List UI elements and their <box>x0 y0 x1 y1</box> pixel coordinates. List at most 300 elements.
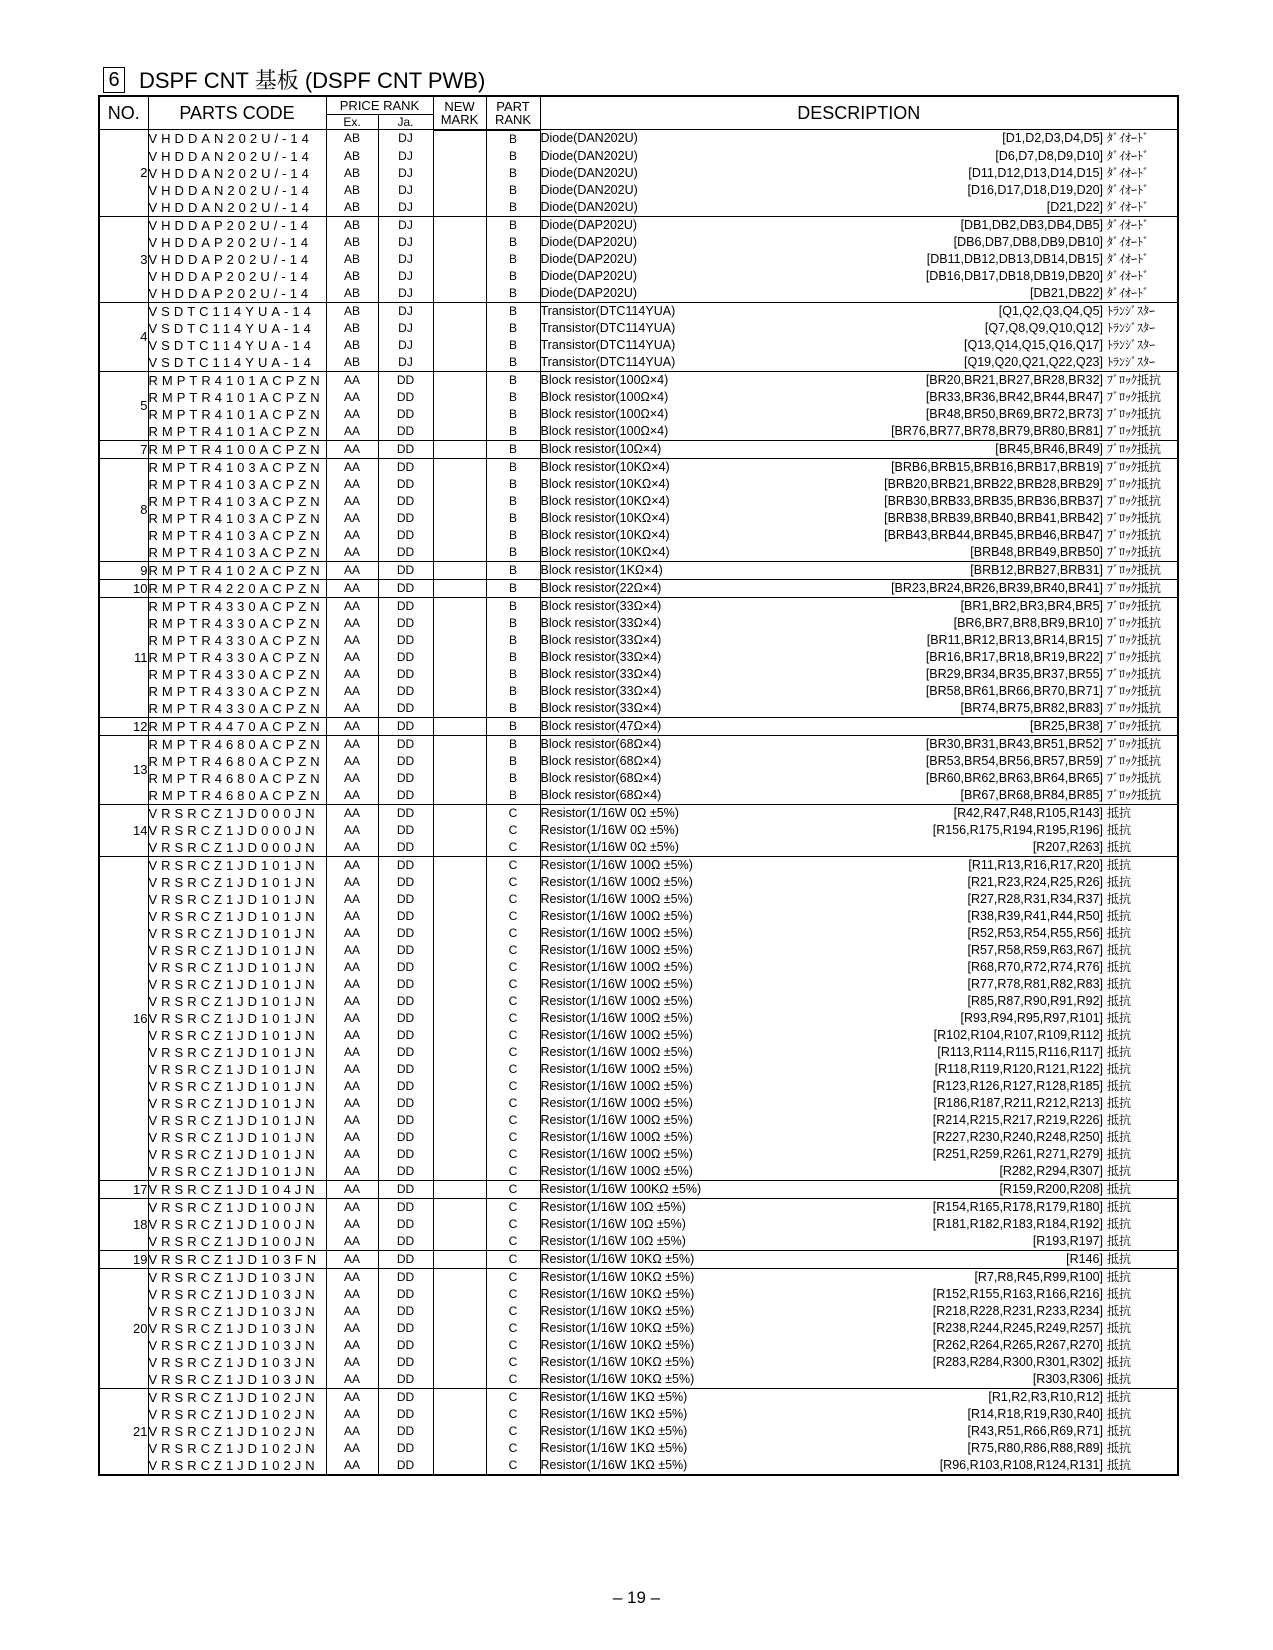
parts-code: RMPTR4103ACPZN <box>148 544 326 562</box>
reference-group <box>968 976 1178 993</box>
price-rank-ja: DD <box>378 1233 433 1251</box>
table-row <box>99 822 1178 839</box>
part-rank: C <box>486 925 540 942</box>
new-mark <box>433 1198 486 1216</box>
description-line <box>541 1078 1178 1095</box>
price-rank-ja: DD <box>378 1078 433 1095</box>
header-description: DESCRIPTION <box>540 96 1178 130</box>
reference-group <box>968 165 1177 182</box>
new-mark <box>433 959 486 976</box>
parts-code: VHDDAP202U/-14 <box>148 216 326 234</box>
description <box>540 1180 1178 1198</box>
table-row <box>99 597 1178 615</box>
japanese-name: ﾀﾞｲｵｰﾄﾞ <box>1107 182 1150 197</box>
description-text: Transistor(DTC114YUA) <box>540 337 676 352</box>
price-rank-ex: AA <box>326 1180 378 1198</box>
table-row <box>99 1457 1178 1475</box>
parts-code: RMPTR4103ACPZN <box>148 527 326 544</box>
description <box>540 874 1178 891</box>
part-rank: B <box>486 787 540 805</box>
japanese-name: ﾌﾞﾛｯｸ抵抗 <box>1107 389 1162 404</box>
part-rank: C <box>486 1354 540 1371</box>
parts-code: VRSRCZ1JD101JN <box>148 891 326 908</box>
price-rank-ex: AA <box>326 717 378 735</box>
price-rank-ja: DD <box>378 683 433 700</box>
description-line <box>541 925 1178 942</box>
parts-code: RMPTR4103ACPZN <box>148 510 326 527</box>
table-row <box>99 908 1178 925</box>
price-rank-ex: AA <box>326 1354 378 1371</box>
description <box>540 389 1178 406</box>
reference-group <box>926 372 1177 389</box>
description-line <box>541 770 1178 787</box>
table-row <box>99 753 1178 770</box>
price-rank-ex: AA <box>326 1371 378 1389</box>
price-rank-ex: AA <box>326 615 378 632</box>
parts-code: VRSRCZ1JD100JN <box>148 1216 326 1233</box>
reference-group <box>968 942 1178 959</box>
part-rank: B <box>486 597 540 615</box>
price-rank-ja: DJ <box>378 302 433 320</box>
description-text: Block resistor(100Ω×4) <box>540 406 669 421</box>
table-row <box>99 130 1178 148</box>
japanese-name: ﾀﾞｲｵｰﾄﾞ <box>1107 165 1150 180</box>
header-ja: Ja. <box>378 115 433 130</box>
reference-designators: [BR45,BR46,BR49] <box>995 441 1103 456</box>
price-rank-ex: AA <box>326 1112 378 1129</box>
price-rank-ja: DD <box>378 1095 433 1112</box>
description-text: Diode(DAN202U) <box>540 199 638 214</box>
new-mark <box>433 1371 486 1389</box>
price-rank-ex: AA <box>326 1027 378 1044</box>
description-line <box>541 700 1178 717</box>
table-row <box>99 1337 1178 1354</box>
table-row <box>99 199 1178 217</box>
japanese-name: ﾌﾞﾛｯｸ抵抗 <box>1107 423 1162 438</box>
description-text: Block resistor(10KΩ×4) <box>540 544 670 559</box>
table-row <box>99 1044 1178 1061</box>
header-ex: Ex. <box>326 115 378 130</box>
reference-group <box>1002 130 1177 147</box>
description <box>540 700 1178 718</box>
reference-designators: [R146] <box>1066 1251 1103 1266</box>
description <box>540 1457 1178 1475</box>
parts-code: VHDDAP202U/-14 <box>148 234 326 251</box>
part-rank: B <box>486 717 540 735</box>
japanese-name: 抵抗 <box>1107 805 1132 820</box>
japanese-name: ﾌﾞﾛｯｸ抵抗 <box>1107 787 1162 802</box>
reference-group <box>968 1423 1178 1440</box>
part-rank: B <box>486 579 540 597</box>
description-line <box>541 805 1178 822</box>
price-rank-ex: AA <box>326 822 378 839</box>
description <box>540 1078 1178 1095</box>
japanese-name: ﾌﾞﾛｯｸ抵抗 <box>1107 562 1162 577</box>
table-row <box>99 804 1178 822</box>
part-rank: C <box>486 1457 540 1475</box>
description-line <box>541 753 1178 770</box>
part-rank: C <box>486 1216 540 1233</box>
reference-designators: [DB21,DB22] <box>1030 285 1103 300</box>
reference-group <box>891 459 1177 476</box>
description-line <box>541 1199 1178 1216</box>
parts-code: VRSRCZ1JD104JN <box>148 1180 326 1198</box>
item-number: 16 <box>99 856 148 1180</box>
new-mark <box>433 1457 486 1475</box>
new-mark <box>433 925 486 942</box>
part-rank: B <box>486 632 540 649</box>
new-mark <box>433 165 486 182</box>
part-rank: C <box>486 1320 540 1337</box>
new-mark <box>433 182 486 199</box>
reference-group <box>1030 718 1177 735</box>
description <box>540 804 1178 822</box>
price-rank-ja: DD <box>378 649 433 666</box>
price-rank-ja: DD <box>378 406 433 423</box>
new-mark <box>433 579 486 597</box>
description <box>540 993 1178 1010</box>
table-row <box>99 1406 1178 1423</box>
table-row <box>99 527 1178 544</box>
reference-designators: [BR67,BR68,BR84,BR85] <box>960 787 1103 802</box>
price-rank-ex: AA <box>326 1320 378 1337</box>
part-rank: B <box>486 320 540 337</box>
parts-code: VRSRCZ1JD103JN <box>148 1354 326 1371</box>
reference-group <box>999 1181 1177 1198</box>
description-text: Resistor(1/16W 100Ω ±5%) <box>540 942 693 957</box>
new-mark <box>433 371 486 389</box>
price-rank-ja: DD <box>378 666 433 683</box>
parts-code: VRSRCZ1JD101JN <box>148 1010 326 1027</box>
description-text: Resistor(1/16W 100Ω ±5%) <box>540 1044 693 1059</box>
part-rank: C <box>486 1027 540 1044</box>
section-title-text: DSPF CNT 基板 (DSPF CNT PWB) <box>139 68 486 93</box>
reference-designators: [R283,R284,R300,R301,R302] <box>932 1354 1103 1369</box>
part-rank: B <box>486 458 540 476</box>
table-row <box>99 285 1178 303</box>
price-rank-ex: AA <box>326 1216 378 1233</box>
reference-designators: [R262,R264,R265,R267,R270] <box>932 1337 1103 1352</box>
description <box>540 148 1178 165</box>
price-rank-ex: AA <box>326 891 378 908</box>
japanese-name: ﾌﾞﾛｯｸ抵抗 <box>1107 649 1162 664</box>
description-line <box>541 372 1178 389</box>
new-mark <box>433 302 486 320</box>
price-rank-ex: AA <box>326 959 378 976</box>
japanese-name: 抵抗 <box>1107 1044 1132 1059</box>
description <box>540 165 1178 182</box>
description-text: Diode(DAN202U) <box>540 148 638 163</box>
item-number: 9 <box>99 561 148 579</box>
new-mark <box>433 839 486 857</box>
item-number: 19 <box>99 1250 148 1268</box>
description-line <box>541 527 1178 544</box>
table-row <box>99 1112 1178 1129</box>
reference-designators: [BR30,BR31,BR43,BR51,BR52] <box>925 736 1103 751</box>
description-text: Resistor(1/16W 100Ω ±5%) <box>540 976 693 991</box>
parts-code: VRSRCZ1JD101JN <box>148 1044 326 1061</box>
description <box>540 1320 1178 1337</box>
price-rank-ja: DJ <box>378 234 433 251</box>
price-rank-ex: AA <box>326 440 378 458</box>
parts-code: VRSRCZ1JD102JN <box>148 1388 326 1406</box>
description <box>540 1354 1178 1371</box>
description-text: Resistor(1/16W 1KΩ ±5%) <box>540 1389 688 1404</box>
reference-designators: [BR74,BR75,BR82,BR83] <box>960 700 1103 715</box>
reference-designators: [BR1,BR2,BR3,BR4,BR5] <box>960 598 1103 613</box>
table-row <box>99 942 1178 959</box>
reference-group <box>968 959 1178 976</box>
price-rank-ja: DD <box>378 856 433 874</box>
reference-designators: [R123,R126,R127,R128,R185] <box>932 1078 1103 1093</box>
item-number: 2 <box>99 130 148 217</box>
reference-group <box>999 303 1177 320</box>
item-number: 12 <box>99 717 148 735</box>
japanese-name: ﾌﾞﾛｯｸ抵抗 <box>1107 770 1162 785</box>
new-mark <box>433 199 486 217</box>
price-rank-ja: DJ <box>378 337 433 354</box>
description-text: Block resistor(47Ω×4) <box>540 718 662 733</box>
description-text: Resistor(1/16W 10KΩ ±5%) <box>540 1320 695 1335</box>
parts-code: VRSRCZ1JD102JN <box>148 1440 326 1457</box>
reference-designators: [R186,R187,R211,R212,R213] <box>933 1095 1103 1110</box>
description-text: Resistor(1/16W 0Ω ±5%) <box>540 839 679 854</box>
description <box>540 632 1178 649</box>
japanese-name: 抵抗 <box>1107 959 1132 974</box>
new-mark <box>433 822 486 839</box>
price-rank-ex: AA <box>326 1129 378 1146</box>
description-line <box>541 1251 1178 1268</box>
reference-group <box>934 1027 1177 1044</box>
table-row <box>99 406 1178 423</box>
reference-designators: [BR33,BR36,BR42,BR44,BR47] <box>925 389 1103 404</box>
reference-designators: [R193,R197] <box>1032 1233 1103 1248</box>
price-rank-ex: AB <box>326 320 378 337</box>
parts-code: VRSRCZ1JD102JN <box>148 1457 326 1475</box>
part-rank: C <box>486 908 540 925</box>
reference-designators: [R93,R94,R95,R97,R101] <box>960 1010 1103 1025</box>
japanese-name: ﾌﾞﾛｯｸ抵抗 <box>1107 459 1162 474</box>
description <box>540 130 1178 148</box>
table-row <box>99 1216 1178 1233</box>
parts-code: RMPTR4330ACPZN <box>148 683 326 700</box>
price-rank-ja: DD <box>378 440 433 458</box>
reference-designators: [DB16,DB17,DB18,DB19,DB20] <box>925 268 1103 283</box>
reference-designators: [DB1,DB2,DB3,DB4,DB5] <box>960 217 1103 232</box>
description <box>540 1268 1178 1286</box>
japanese-name: ﾌﾞﾛｯｸ抵抗 <box>1107 666 1162 681</box>
new-mark <box>433 804 486 822</box>
description <box>540 1027 1178 1044</box>
description <box>540 683 1178 700</box>
description-text: Resistor(1/16W 100Ω ±5%) <box>540 1061 693 1076</box>
reference-group <box>934 1095 1177 1112</box>
reference-designators: [D21,D22] <box>1046 199 1103 214</box>
description-text: Resistor(1/16W 100Ω ±5%) <box>540 1027 693 1042</box>
part-rank: C <box>486 1250 540 1268</box>
parts-code: VRSRCZ1JD103JN <box>148 1268 326 1286</box>
new-mark <box>433 130 486 148</box>
table-row <box>99 666 1178 683</box>
price-rank-ja: DD <box>378 839 433 857</box>
price-rank-ex: AA <box>326 1388 378 1406</box>
table-row <box>99 579 1178 597</box>
price-rank-ex: AA <box>326 839 378 857</box>
price-rank-ja: DD <box>378 770 433 787</box>
parts-code: VRSRCZ1JD102JN <box>148 1406 326 1423</box>
japanese-name: 抵抗 <box>1107 1337 1132 1352</box>
part-rank: B <box>486 510 540 527</box>
price-rank-ex: AA <box>326 423 378 441</box>
description-text: Block resistor(10KΩ×4) <box>540 493 670 508</box>
price-rank-ja: DD <box>378 493 433 510</box>
japanese-name: 抵抗 <box>1107 1406 1132 1421</box>
table-row <box>99 1061 1178 1078</box>
table-row <box>99 389 1178 406</box>
table-row <box>99 182 1178 199</box>
price-rank-ja: DD <box>378 615 433 632</box>
reference-group <box>1047 199 1177 216</box>
price-rank-ex: AA <box>326 993 378 1010</box>
reference-group <box>968 993 1178 1010</box>
parts-code: VRSRCZ1JD100JN <box>148 1198 326 1216</box>
reference-designators: [R75,R80,R86,R88,R89] <box>967 1440 1103 1455</box>
part-rank: C <box>486 856 540 874</box>
parts-code: RMPTR4101ACPZN <box>148 423 326 441</box>
part-rank: B <box>486 423 540 441</box>
price-rank-ex: AA <box>326 632 378 649</box>
parts-code: RMPTR4101ACPZN <box>148 389 326 406</box>
description <box>540 1198 1178 1216</box>
description-line <box>541 217 1178 234</box>
japanese-name: ﾌﾞﾛｯｸ抵抗 <box>1107 580 1162 595</box>
description <box>540 1061 1178 1078</box>
price-rank-ja: DD <box>378 959 433 976</box>
reference-group <box>933 1286 1177 1303</box>
parts-code: RMPTR4330ACPZN <box>148 649 326 666</box>
japanese-name: 抵抗 <box>1107 1251 1132 1266</box>
reference-designators: [R38,R39,R41,R44,R50] <box>967 908 1103 923</box>
description-text: Diode(DAP202U) <box>540 285 638 300</box>
new-mark <box>433 993 486 1010</box>
table-row <box>99 493 1178 510</box>
price-rank-ex: AB <box>326 165 378 182</box>
price-rank-ex: AA <box>326 1337 378 1354</box>
description-line <box>541 148 1178 165</box>
parts-code: RMPTR4103ACPZN <box>148 476 326 493</box>
description <box>540 1388 1178 1406</box>
description <box>540 1423 1178 1440</box>
reference-group <box>1033 1371 1177 1388</box>
price-rank-ja: DD <box>378 1010 433 1027</box>
japanese-name: ﾄﾗﾝｼﾞｽﾀｰ <box>1107 354 1156 369</box>
reference-group <box>961 700 1177 717</box>
part-rank: C <box>486 1337 540 1354</box>
reference-designators: [R52,R53,R54,R55,R56] <box>967 925 1103 940</box>
part-rank: C <box>486 1095 540 1112</box>
description <box>540 1112 1178 1129</box>
parts-code: RMPTR4101ACPZN <box>148 371 326 389</box>
table-row <box>99 510 1178 527</box>
description <box>540 510 1178 527</box>
description <box>540 216 1178 234</box>
new-mark <box>433 1061 486 1078</box>
japanese-name: ﾌﾞﾛｯｸ抵抗 <box>1107 736 1162 751</box>
description-line <box>541 891 1178 908</box>
price-rank-ex: AA <box>326 683 378 700</box>
price-rank-ja: DD <box>378 1320 433 1337</box>
part-rank: C <box>486 1423 540 1440</box>
description-text: Resistor(1/16W 10KΩ ±5%) <box>540 1303 695 1318</box>
new-mark <box>433 1440 486 1457</box>
description-text: Block resistor(22Ω×4) <box>540 580 662 595</box>
part-rank: B <box>486 527 540 544</box>
description-text: Diode(DAP202U) <box>540 268 638 283</box>
description-text: Resistor(1/16W 10KΩ ±5%) <box>540 1269 695 1284</box>
new-mark <box>433 493 486 510</box>
reference-designators: [BRB30,BRB33,BRB35,BRB36,BRB37] <box>884 493 1103 508</box>
reference-designators: [BR11,BR12,BR13,BR14,BR15] <box>926 632 1103 647</box>
reference-designators: [BRB48,BRB49,BRB50] <box>970 544 1103 559</box>
description-line <box>541 1095 1178 1112</box>
description <box>540 406 1178 423</box>
parts-code: VRSRCZ1JD100JN <box>148 1233 326 1251</box>
table-row <box>99 476 1178 493</box>
new-mark <box>433 700 486 718</box>
description-text: Diode(DAN202U) <box>540 165 638 180</box>
reference-group <box>927 251 1177 268</box>
parts-code: VSDTC114YUA-14 <box>148 337 326 354</box>
japanese-name: ﾀﾞｲｵｰﾄﾞ <box>1107 234 1150 249</box>
new-mark <box>433 891 486 908</box>
new-mark <box>433 753 486 770</box>
table-row <box>99 1129 1178 1146</box>
description-text: Resistor(1/16W 100Ω ±5%) <box>540 1129 693 1144</box>
japanese-name: ﾌﾞﾛｯｸ抵抗 <box>1107 527 1162 542</box>
description-text: Resistor(1/16W 100Ω ±5%) <box>540 1095 693 1110</box>
description-text: Block resistor(68Ω×4) <box>540 753 662 768</box>
price-rank-ex: AA <box>326 493 378 510</box>
reference-group <box>940 1457 1177 1474</box>
reference-group <box>995 441 1177 458</box>
description-text: Resistor(1/16W 100Ω ±5%) <box>540 857 693 872</box>
description-line <box>541 544 1178 561</box>
reference-designators: [R102,R104,R107,R109,R112] <box>933 1027 1103 1042</box>
table-row <box>99 615 1178 632</box>
description <box>540 822 1178 839</box>
item-number: 18 <box>99 1198 148 1250</box>
price-rank-ja: DD <box>378 1406 433 1423</box>
parts-code: VRSRCZ1JD102JN <box>148 1423 326 1440</box>
reference-group <box>968 908 1178 925</box>
description-text: Resistor(1/16W 100Ω ±5%) <box>540 1146 693 1161</box>
parts-code: RMPTR4330ACPZN <box>148 666 326 683</box>
new-mark <box>433 1250 486 1268</box>
header-no: NO. <box>99 96 148 130</box>
price-rank-ja: DD <box>378 1423 433 1440</box>
new-mark <box>433 320 486 337</box>
description-line <box>541 1216 1178 1233</box>
description-text: Block resistor(10KΩ×4) <box>540 510 670 525</box>
new-mark <box>433 615 486 632</box>
part-rank: B <box>486 268 540 285</box>
part-rank: B <box>486 753 540 770</box>
part-rank: B <box>486 354 540 372</box>
new-mark <box>433 285 486 303</box>
description <box>540 666 1178 683</box>
parts-code: RMPTR4680ACPZN <box>148 770 326 787</box>
reference-designators: [R251,R259,R261,R271,R279] <box>932 1146 1103 1161</box>
